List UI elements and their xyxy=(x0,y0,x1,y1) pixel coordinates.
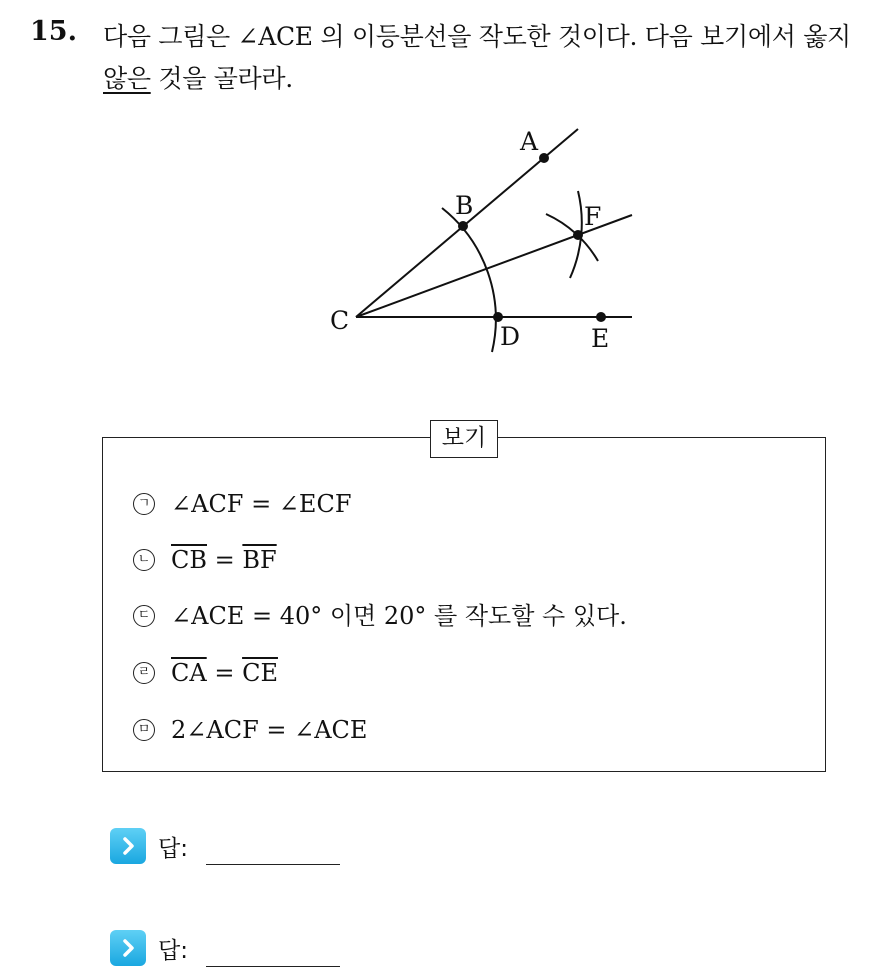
point-e xyxy=(596,312,606,322)
label-a: A xyxy=(520,127,539,156)
chevron-right-icon xyxy=(110,930,146,966)
label-c: C xyxy=(330,306,350,335)
bogi-item-marker: ㅁ xyxy=(133,719,155,741)
bogi-item xyxy=(133,487,351,521)
label-b: B xyxy=(455,191,474,220)
bogi-item-marker: ㄹ xyxy=(133,662,155,684)
construction-figure xyxy=(320,118,650,358)
bogi-item xyxy=(133,599,627,633)
answer-label: 답: xyxy=(158,937,188,964)
question-text xyxy=(103,16,873,100)
label-f: F xyxy=(584,202,602,231)
answer-blank[interactable] xyxy=(206,965,340,967)
point-f xyxy=(573,230,583,240)
point-b xyxy=(458,221,468,231)
point-d xyxy=(493,312,503,322)
segment-text: $\overline{CA}$ xyxy=(171,659,207,687)
answer-blank[interactable] xyxy=(206,863,340,865)
segment-text: $\overline{BF}$ xyxy=(242,546,277,574)
label-e: E xyxy=(591,324,610,353)
point-a xyxy=(539,153,549,163)
bogi-item-text: 2∠ACF = ∠ACE xyxy=(171,716,368,744)
answer-row xyxy=(110,826,340,866)
bogi-item-text: ∠ACE = 40° 이면 20° 를 작도할 수 있다. xyxy=(171,602,627,630)
bogi-item xyxy=(133,543,277,577)
angle-bisector-diagram xyxy=(320,118,650,358)
bogi-item-text: = xyxy=(207,546,243,574)
question-text-line2: 것을 골라라. xyxy=(150,64,293,93)
bogi-item xyxy=(133,656,278,690)
segment-text: $\overline{CB}$ xyxy=(171,546,207,574)
bogi-item-marker: ㄴ xyxy=(133,549,155,571)
segment-text: $\overline{CE}$ xyxy=(242,659,278,687)
chevron-right-icon xyxy=(110,828,146,864)
bogi-item-text: ∠ACF = ∠ECF xyxy=(171,490,352,518)
bogi-title: 보기 xyxy=(430,420,498,458)
label-d: D xyxy=(500,322,521,351)
question-number: 15. xyxy=(30,16,77,47)
arc-bd xyxy=(442,208,496,352)
question-emphasis: 않은 xyxy=(103,64,151,93)
bogi-item xyxy=(133,713,367,747)
question-text-line1: 다음 그림은 ∠ACE 의 이등분선을 작도한 것이다. 다음 보기에서 옳지 xyxy=(103,22,851,51)
answer-row xyxy=(110,928,340,968)
bogi-item-text: = xyxy=(206,659,243,687)
answer-label: 답: xyxy=(158,835,188,862)
bogi-item-marker: ㄱ xyxy=(133,493,155,515)
bogi-item-marker: ㄷ xyxy=(133,605,155,627)
